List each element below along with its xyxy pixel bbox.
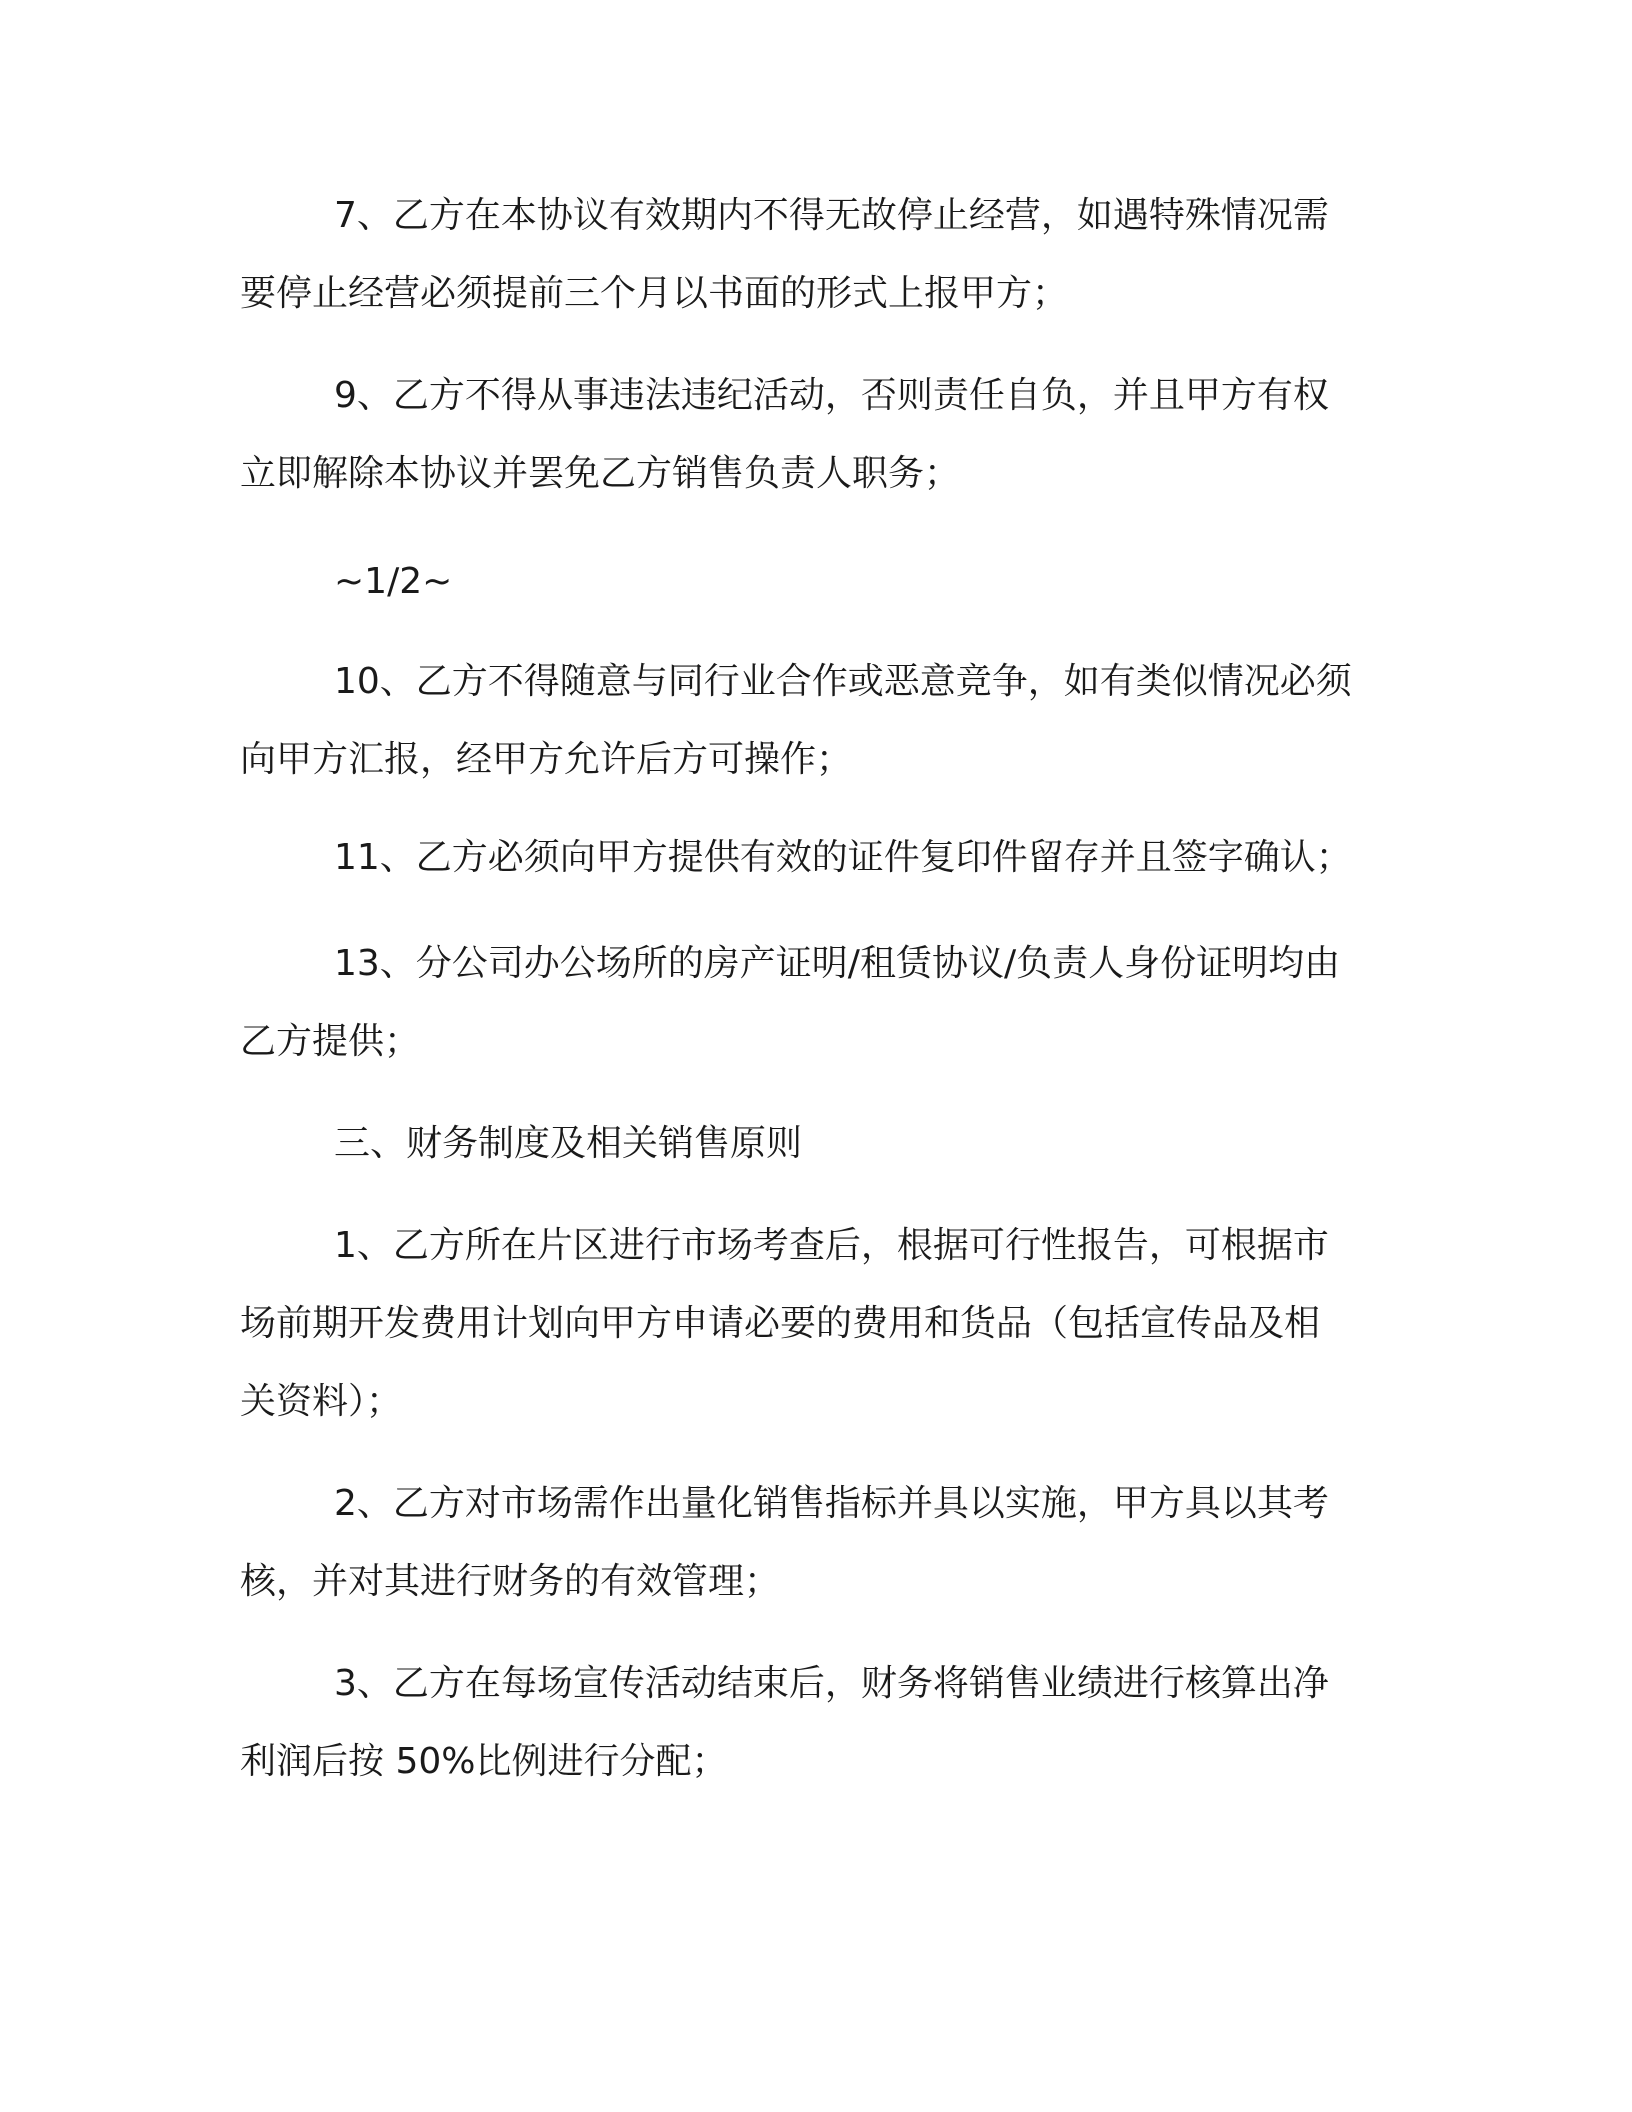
text-line: 向甲方汇报，经甲方允许后方可操作； [240,739,853,780]
text-line: 13、分公司办公场所的房产证明/租赁协议/负责人身份证明均由 [334,943,1341,984]
text-line: 2、乙方对市场需作出量化销售指标并具以实施，甲方具以其考 [334,1483,1329,1524]
section-3-clause-3 [240,1645,1400,1801]
clause-11 [240,819,1400,897]
section-3-heading [240,1105,1400,1183]
text-line: 7、乙方在本协议有效期内不得无故停止经营，如遇特殊情况需 [334,195,1329,236]
text-line: 1、乙方所在片区进行市场考查后，根据可行性报告，可根据市 [334,1225,1329,1266]
text-line: 乙方提供； [240,1021,421,1062]
text-line: 场前期开发费用计划向甲方申请必要的费用和货品（包括宣传品及相 [240,1303,1321,1344]
clause-7 [240,177,1400,333]
text-line: 10、乙方不得随意与同行业合作或恶意竞争，如有类似情况必须 [334,661,1352,702]
text-line: 要停止经营必须提前三个月以书面的形式上报甲方； [240,273,1069,314]
page-number-text: ~1/2~ [334,561,453,602]
page-marker [240,543,1400,621]
text-line: 关资料）； [240,1381,403,1422]
text-line: 利润后按 50%比例进行分配； [240,1741,728,1782]
section-3-clause-2 [240,1465,1400,1621]
section-3-clause-1 [240,1207,1400,1441]
text-line: 3、乙方在每场宣传活动结束后，财务将销售业绩进行核算出净 [334,1663,1329,1704]
clause-9 [240,357,1400,513]
text-line: 立即解除本协议并罢免乙方销售负责人职务； [240,453,961,494]
text-line: 9、乙方不得从事违法违纪活动，否则责任自负，并且甲方有权 [334,375,1329,416]
text-line: 核，并对其进行财务的有效管理； [240,1561,781,1602]
clause-10 [240,643,1400,799]
section-heading-text: 三、财务制度及相关销售原则 [334,1123,803,1164]
clause-13 [240,925,1400,1081]
text-line: 11、乙方必须向甲方提供有效的证件复印件留存并且签字确认； [334,837,1352,878]
